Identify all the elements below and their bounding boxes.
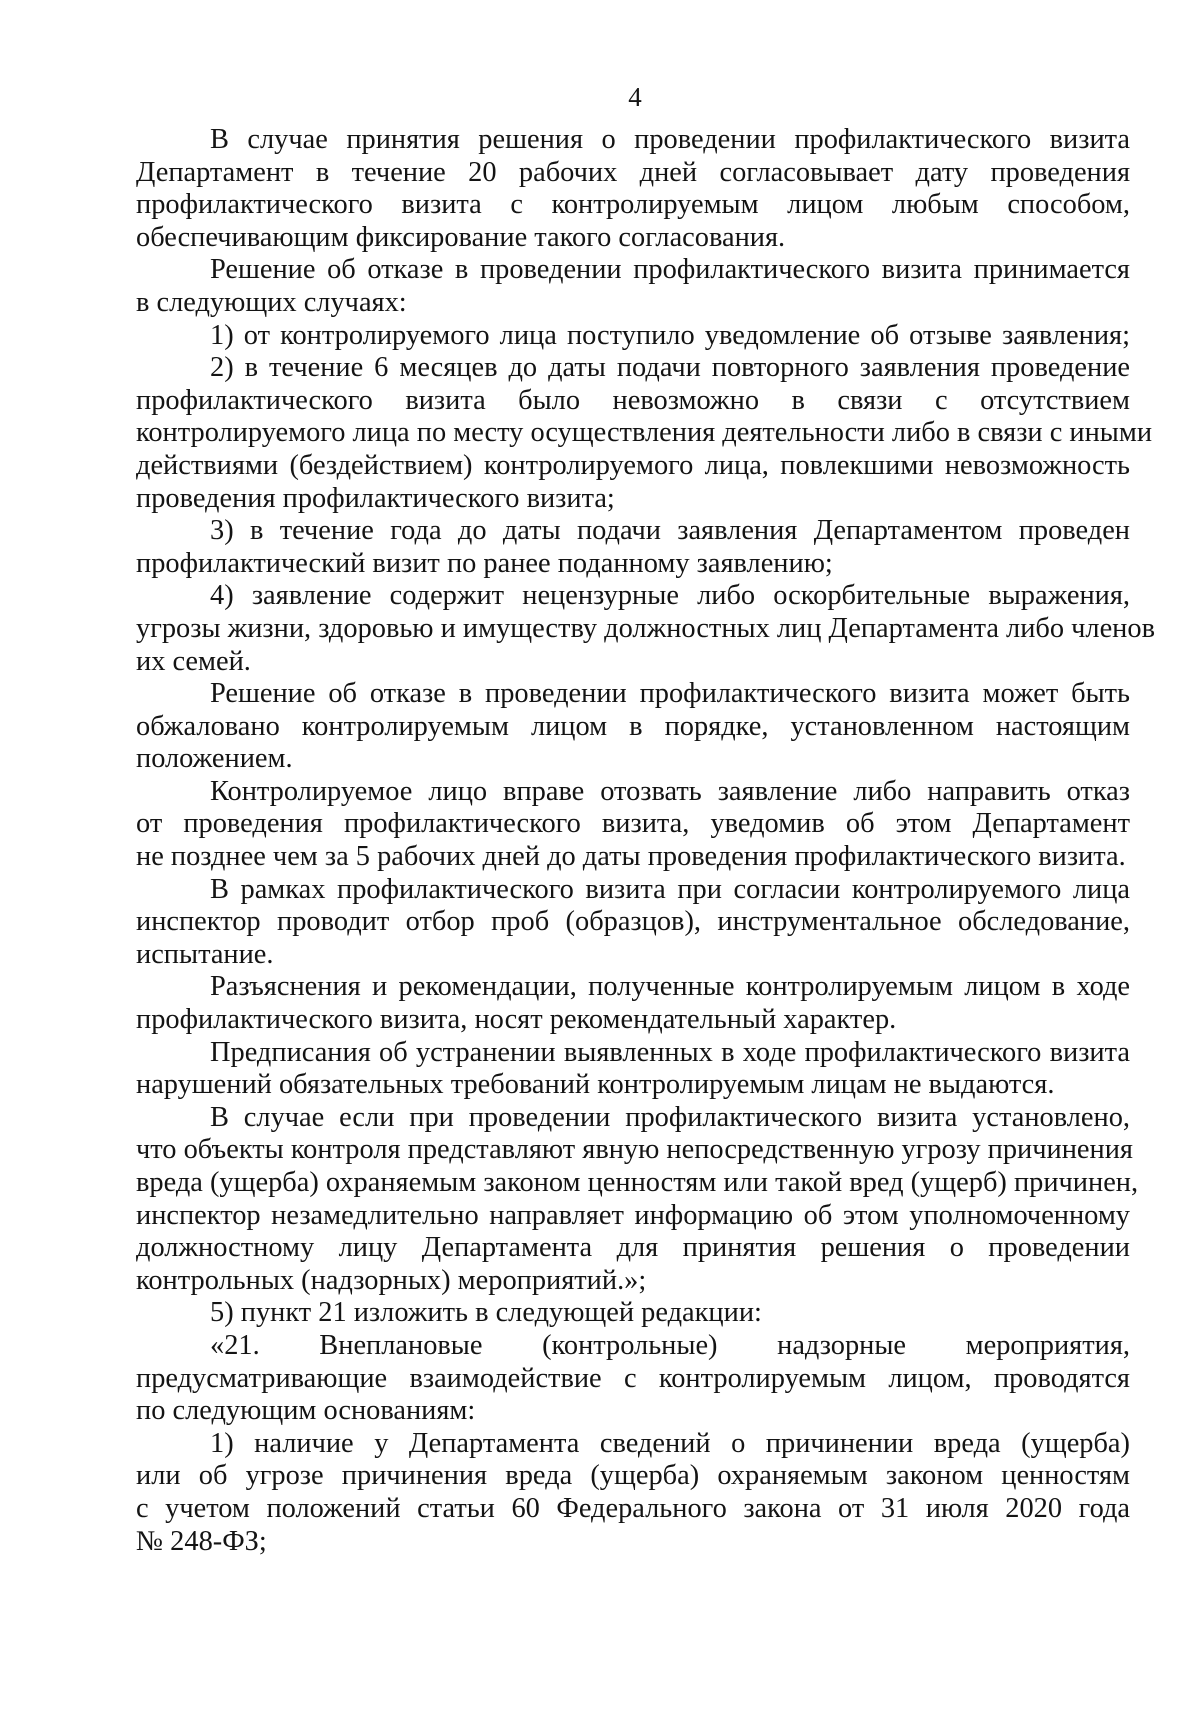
text-line: обжаловано контролируемым лицом в порядке, установленном настоящим	[136, 710, 1130, 742]
text-line: проведения профилактического визита;	[136, 482, 615, 514]
text-line: от проведения профилактического визита, уведомив об этом Департамент	[136, 808, 1130, 840]
text-line: действиями (бездействием) контролируемого лица, повлекшими невозможность	[136, 449, 1130, 481]
text-line: не позднее чем за 5 рабочих дней до даты проведения профилактического визита.	[136, 841, 1126, 873]
text-line: вреда (ущерба) охраняемым законом ценностям или такой вред (ущерб) причинен,	[136, 1167, 1139, 1198]
text-line: В рамках профилактического визита при согласии контролируемого лица	[210, 873, 1130, 905]
text-line: профилактического визита, носят рекомендательный характер.	[136, 1004, 897, 1036]
text-line: Контролируемое лицо вправе отозвать заявление либо направить отказ	[210, 775, 1130, 807]
text-line: предусматривающие взаимодействие с контролируемым лицом, проводятся	[136, 1362, 1130, 1394]
text-line: положением.	[136, 743, 293, 775]
text-line: инспектор проводит отбор проб (образцов), инструментальное обследование,	[136, 906, 1130, 938]
text-line: профилактического визита было невозможно в связи с отсутствием	[136, 384, 1130, 416]
text-line: Разъяснения и рекомендации, полученные контролируемым лицом в ходе	[210, 971, 1130, 1003]
text-line: профилактический визит по ранее поданному заявлению;	[136, 547, 833, 579]
text-line: Предписания об устранении выявленных в ходе профилактического визита	[210, 1036, 1130, 1068]
text-line: 1) от контролируемого лица поступило уведомление об отзыве заявления;	[210, 319, 1130, 351]
text-line: профилактического визита с контролируемым лицом любым способом,	[136, 189, 1130, 221]
text-line: 4) заявление содержит нецензурные либо оскорбительные выражения,	[210, 580, 1130, 612]
text-line: в следующих случаях:	[136, 286, 407, 318]
text-line: должностному лицу Департамента для принятия решения о проведении	[136, 1232, 1130, 1264]
text-line: по следующим основаниям:	[136, 1395, 476, 1427]
text-line: контрольных (надзорных) мероприятий.»;	[136, 1264, 647, 1296]
text-line: «21. Внеплановые (контрольные) надзорные мероприятия,	[210, 1329, 1130, 1361]
text-line: 2) в течение 6 месяцев до даты подачи повторного заявления проведение	[210, 352, 1130, 384]
text-line: с учетом положений статьи 60 Федерального закона от 31 июля 2020 года	[136, 1492, 1130, 1524]
text-line: их семей.	[136, 645, 251, 677]
page-number: 4	[628, 82, 642, 112]
text-line: В случае принятия решения о проведении профилактического визита	[210, 124, 1130, 155]
text-line: 5) пункт 21 изложить в следующей редакции:	[210, 1297, 762, 1329]
text-line: обеспечивающим фиксирование такого согласования.	[136, 221, 786, 253]
text-line: угрозы жизни, здоровью и имуществу должностных лиц Департамента либо членов	[136, 612, 1155, 644]
text-line: В случае если при проведении профилактического визита установлено,	[210, 1101, 1130, 1133]
text-line: или об угрозе причинения вреда (ущерба) охраняемым законом ценностям	[136, 1460, 1130, 1492]
text-line: нарушений обязательных требований контролируемым лицам не выдаются.	[136, 1069, 1055, 1101]
text-line: 3) в течение года до даты подачи заявления Департаментом проведен	[210, 515, 1130, 547]
text-line: Департамент в течение 20 рабочих дней согласовывает дату проведения	[136, 156, 1130, 188]
text-line: Решение об отказе в проведении профилактического визита принимается	[210, 254, 1130, 286]
text-line: контролируемого лица по месту осуществления деятельности либо в связи с иными	[136, 417, 1153, 449]
text-line: № 248-ФЗ;	[136, 1525, 267, 1557]
document-body	[136, 124, 1155, 1558]
text-line: 1) наличие у Департамента сведений о причинении вреда (ущерба)	[210, 1427, 1130, 1459]
text-line: испытание.	[136, 938, 274, 970]
text-line: инспектор незамедлительно направляет информацию об этом уполномоченному	[136, 1199, 1130, 1231]
text-line: что объекты контроля представляют явную непосредственную угрозу причинения	[136, 1134, 1133, 1166]
text-line: Решение об отказе в проведении профилактического визита может быть	[210, 678, 1130, 710]
